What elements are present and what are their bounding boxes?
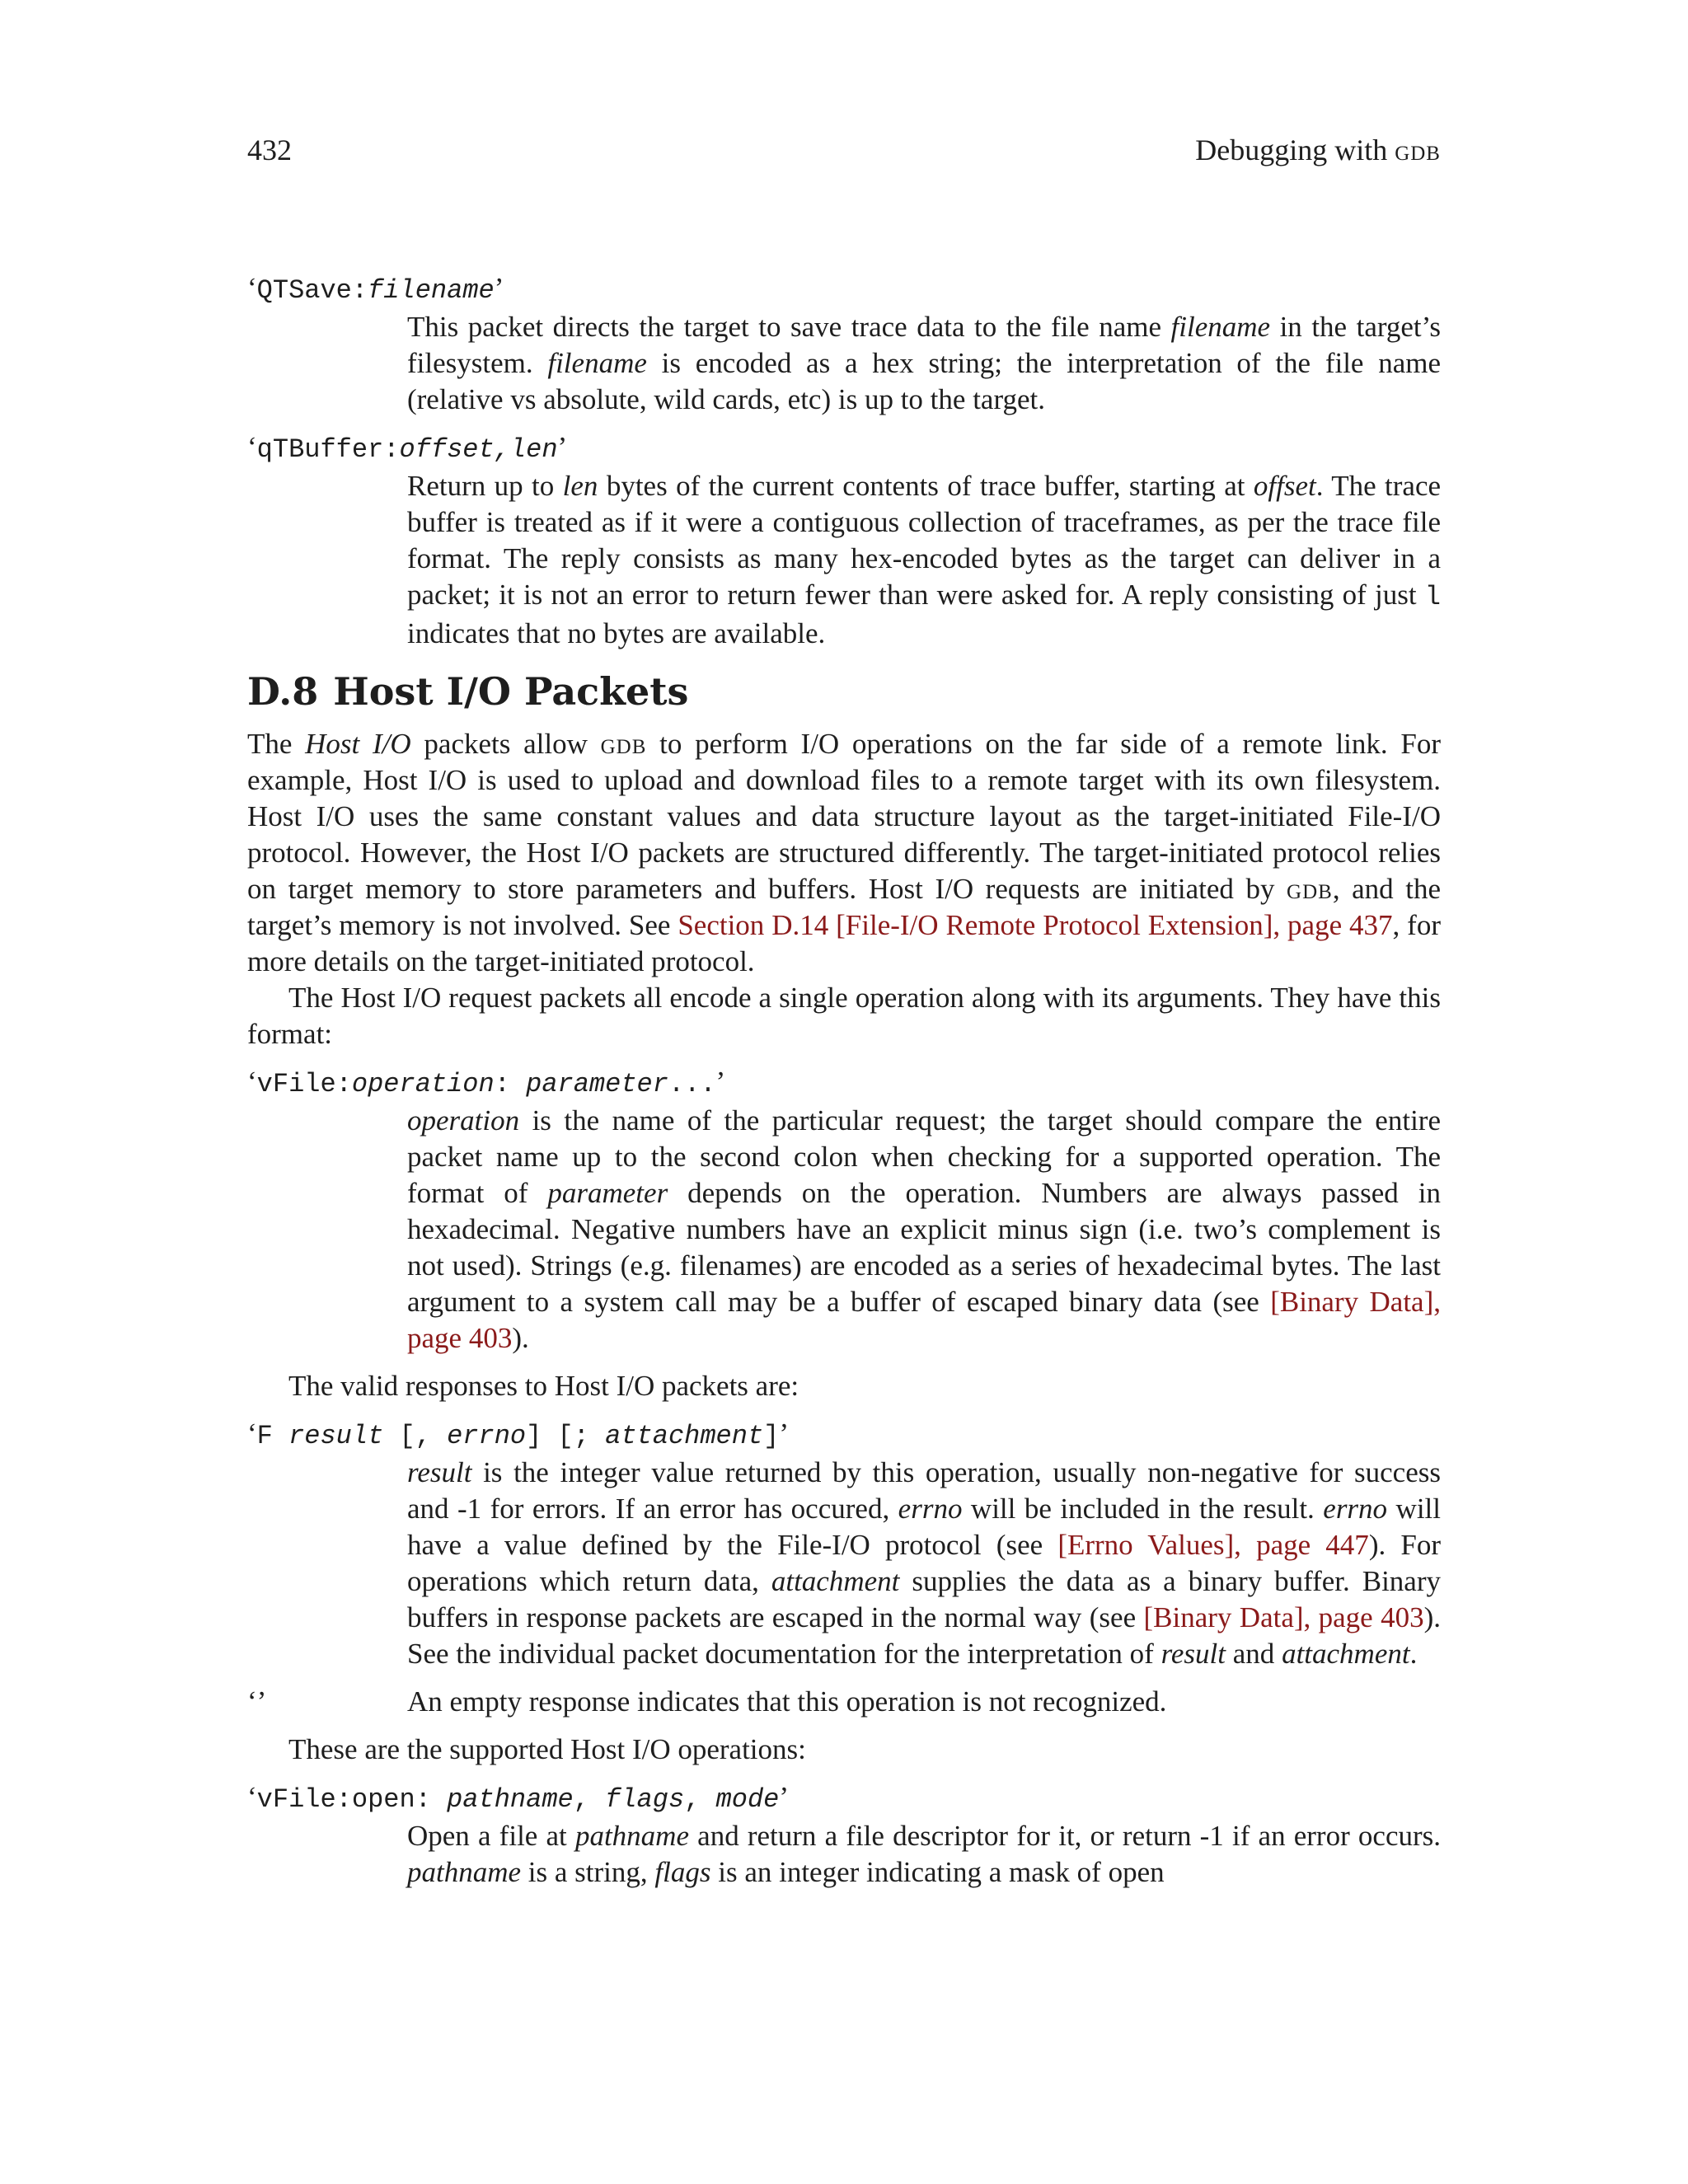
body-text: Open a file at: [407, 1820, 575, 1852]
packet-code: [257, 434, 558, 465]
emphasis-text: operation: [407, 1104, 520, 1137]
quote-open: ‘: [247, 1066, 257, 1098]
definition-entry-vfile-open: [247, 1779, 1441, 1891]
quote-close: ’: [557, 431, 568, 463]
packet-code-text: vFile:: [256, 1069, 352, 1099]
packet-code-arg: offset,len: [399, 434, 558, 465]
running-title-text: Debugging with: [1195, 134, 1395, 166]
body-text: ). For operations which return data,: [407, 1529, 1442, 1597]
packet-code-text: ]: [763, 1421, 780, 1451]
body-text: supplies the data as a binary buffer. Binary buffers in response packets are escaped in the normal way (see: [407, 1565, 1441, 1633]
body-text: , for more details on the target-initiated protocol.: [247, 909, 1441, 977]
definition-entry-empty: [247, 1684, 1441, 1720]
body-text: is the name of the particular request; the target should compare the entire packet name up to the second colon when checking for a supported operation. The format of: [407, 1104, 1441, 1209]
packet-code-text: [,: [383, 1421, 448, 1451]
packet-code-text: QTSave:: [256, 275, 368, 306]
quote-open: ‘: [247, 272, 257, 304]
body-text: will have a value defined by the File-I/O protocol (see: [407, 1493, 1441, 1561]
emphasis-text: errno: [1323, 1493, 1388, 1525]
body-text: . The trace buffer is treated as if it were a contiguous collection of traceframes, as per the trace file format. The reply consists as many hex-encoded bytes as the target can deliver in a packet; it is not an error to return fewer than were asked for. A reply consisting of just: [407, 470, 1442, 611]
emphasis-text: attachment: [771, 1565, 900, 1597]
running-title: [1195, 132, 1441, 168]
emphasis-text: filename: [547, 347, 647, 379]
definition-term: [247, 1779, 1441, 1818]
section-title: Host I/O Packets: [333, 669, 689, 714]
gdb-name: gdb: [1287, 873, 1333, 905]
packet-code-text: F: [256, 1421, 289, 1451]
definition-description: [407, 1103, 1441, 1357]
body-text: is encoded as a hex string; the interpretation of the file name (relative vs absolute, wild cards, etc) is up to the target.: [407, 347, 1441, 415]
definition-term: [247, 1064, 1441, 1103]
body-text: This packet directs the target to save trace data to the file name: [407, 311, 1171, 343]
packet-code: [257, 1421, 780, 1451]
definition-entry-qtsave: [247, 270, 1441, 418]
quote-open: ‘: [247, 1781, 257, 1813]
definition-entry-f-result: [247, 1416, 1441, 1672]
packet-code-text: ...: [668, 1069, 716, 1099]
packet-code: [257, 1784, 780, 1815]
emphasis-text: errno: [898, 1493, 963, 1525]
body-text: ).: [512, 1322, 529, 1354]
quote-open: ‘: [247, 1418, 257, 1450]
packet-code-arg: operation: [351, 1069, 495, 1099]
packet-code-arg: attachment: [605, 1421, 764, 1451]
body-text: Return up to: [407, 470, 563, 502]
intro-paragraph: [247, 726, 1441, 980]
emphasis-text: pathname: [407, 1856, 522, 1888]
body-text: is an integer indicating a mask of open: [710, 1856, 1165, 1888]
body-text: in the target’s filesystem.: [407, 311, 1441, 379]
emphasis-text: result: [407, 1456, 472, 1488]
body-text: and return a file descriptor for it, or return -1 if an error occurs.: [688, 1820, 1442, 1852]
packet-code-arg: flags: [605, 1784, 685, 1815]
packet-code-arg: parameter: [526, 1069, 668, 1099]
body-text: bytes of the current contents of trace buffer, starting at: [598, 470, 1254, 502]
quote-close: ’: [494, 272, 504, 304]
page-number: 432: [247, 134, 292, 166]
emphasis-text: Host I/O: [305, 728, 411, 760]
packet-code: [257, 1069, 716, 1099]
definition-entry-qtbuffer: [247, 429, 1441, 652]
body-text: will be included in the result.: [962, 1493, 1324, 1525]
definition-term: ‘’: [247, 1685, 267, 1718]
definition-description: An empty response indicates that this operation is not recognized.: [407, 1685, 1167, 1718]
body-text: and: [1226, 1638, 1282, 1670]
emphasis-text: result: [1160, 1638, 1226, 1670]
body-text: indicates that no bytes are available.: [407, 617, 826, 649]
packet-code-arg: errno: [447, 1421, 527, 1451]
definition-description: [407, 309, 1441, 418]
body-text: The: [247, 728, 306, 760]
body-text: ). See the individual packet documentation for the interpretation of: [407, 1601, 1442, 1670]
packet-code-text: ] [;: [526, 1421, 606, 1451]
gdb-name: gdb: [600, 728, 647, 760]
emphasis-text: filename: [1170, 311, 1271, 343]
running-title-gdb: gdb: [1395, 134, 1441, 166]
emphasis-text: offset: [1253, 470, 1316, 502]
supported-ops-paragraph: These are the supported Host I/O operations:: [288, 1733, 806, 1765]
packet-code-text: ,: [684, 1784, 716, 1815]
quote-open: ‘: [247, 431, 257, 463]
definition-description: [407, 1455, 1441, 1672]
definition-description: [407, 1818, 1441, 1891]
cross-reference-link[interactable]: [Binary Data], page 403: [1143, 1601, 1424, 1633]
packet-code-arg: filename: [368, 275, 495, 306]
definition-term: [247, 429, 1441, 468]
quote-close: ’: [779, 1418, 790, 1450]
emphasis-text: len: [562, 470, 598, 502]
definition-description: [407, 468, 1441, 652]
packet-code-arg: result: [288, 1421, 384, 1451]
quote-close: ’: [715, 1066, 726, 1098]
emphasis-text: flags: [654, 1856, 711, 1888]
body-text: is a string,: [521, 1856, 655, 1888]
packet-code-arg: mode: [715, 1784, 780, 1815]
packet-code: [257, 275, 495, 306]
packet-code-text: :: [494, 1069, 527, 1099]
body-text: is the integer value returned by this operation, usually non-negative for success and -1 for errors. If an error has occured,: [407, 1456, 1441, 1525]
page-content: [247, 270, 1441, 1891]
definition-term: [247, 1416, 1441, 1455]
packet-code-text: qTBuffer:: [256, 434, 400, 465]
packet-code-arg: pathname: [447, 1784, 574, 1815]
definition-term: [247, 270, 1441, 309]
body-text: packets allow: [410, 728, 601, 760]
definition-entry-vfile: [247, 1064, 1441, 1357]
responses-paragraph: The valid responses to Host I/O packets are:: [288, 1370, 799, 1402]
section-heading: [247, 667, 1441, 716]
inline-code: l: [1424, 582, 1441, 612]
emphasis-text: attachment: [1282, 1638, 1410, 1670]
packet-code-text: vFile:open:: [256, 1784, 448, 1815]
request-format-paragraph: The Host I/O request packets all encode a single operation along with its arguments. They have this format:: [247, 982, 1441, 1050]
body-text: to perform I/O operations on the far side of a remote link. For example, Host I/O is used to upload and download files to a remote target with its own filesystem. Host I/O uses the same constant values and data structure layout as the target-initiated File-I/O protocol. However, the Host I/O packets are structured differently. The target-initiated protocol relies on target memory to store parameters and buffers. Host I/O requests are initiated by: [247, 728, 1441, 905]
body-text: depends on the operation. Numbers are always passed in hexadecimal. Negative numbers have an explicit minus sign (i.e. two’s complement is not used). Strings (e.g. filenames) are encoded as a series of hexadecimal bytes. The last argument to a system call may be a buffer of escaped binary data (see: [407, 1177, 1441, 1318]
emphasis-text: parameter: [547, 1177, 668, 1209]
body-text: , and the target’s memory is not involved. See: [247, 873, 1442, 941]
packet-code-text: ,: [573, 1784, 606, 1815]
cross-reference-link[interactable]: [Errno Values], page 447: [1057, 1529, 1369, 1561]
cross-reference-link[interactable]: [Binary Data], page 403: [407, 1286, 1441, 1354]
emphasis-text: pathname: [574, 1820, 689, 1852]
cross-reference-link[interactable]: Section D.14 [File-I/O Remote Protocol Extension], page 437: [678, 909, 1393, 941]
section-number: D.8: [247, 669, 319, 714]
quote-close: ’: [779, 1781, 790, 1813]
body-text: .: [1409, 1638, 1418, 1670]
